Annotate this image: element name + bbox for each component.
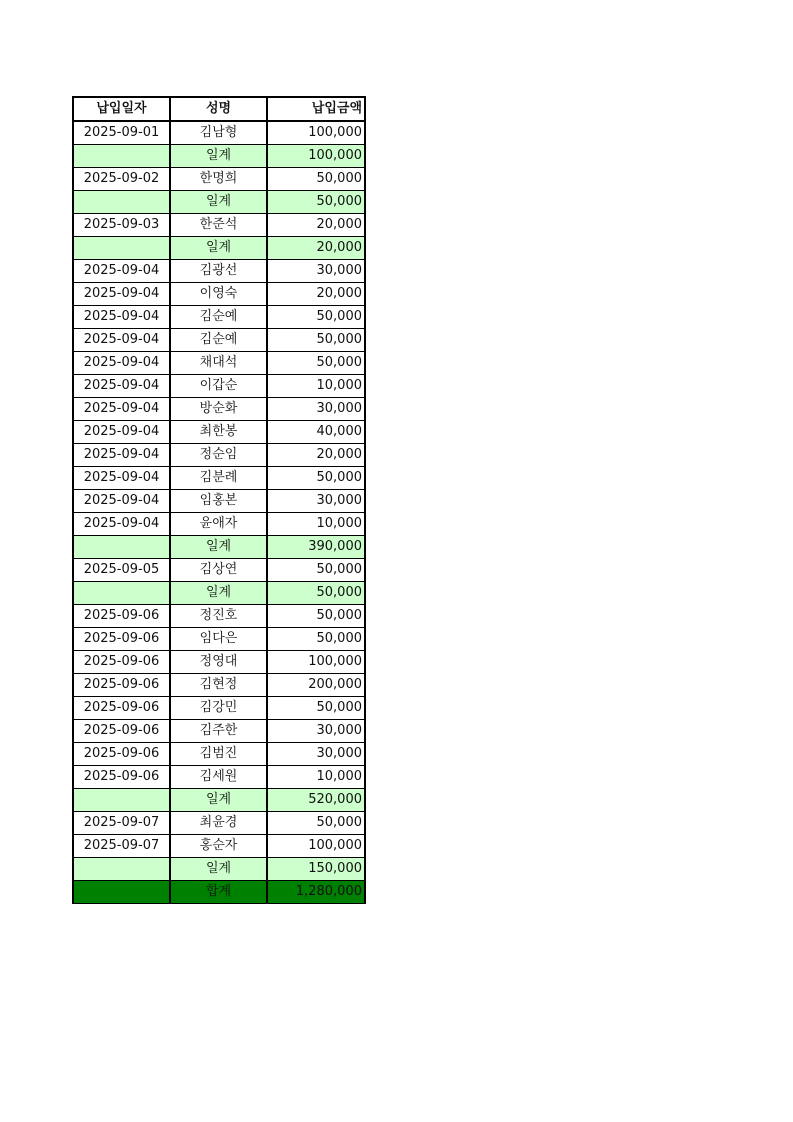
date-cell: 2025-09-04 (73, 352, 170, 375)
date-cell: 2025-09-03 (73, 214, 170, 237)
date-cell (73, 858, 170, 881)
subtotal-label: 일계 (170, 237, 267, 260)
subtotal-row (73, 536, 365, 559)
date-cell: 2025-09-06 (73, 743, 170, 766)
subtotal-row (73, 145, 365, 168)
date-cell: 2025-09-04 (73, 444, 170, 467)
date-cell: 2025-09-06 (73, 651, 170, 674)
subtotal-label: 일계 (170, 582, 267, 605)
subtotal-amount: 100,000 (267, 145, 365, 168)
subtotal-row (73, 582, 365, 605)
date-cell (73, 789, 170, 812)
date-cell: 2025-09-05 (73, 559, 170, 582)
date-cell: 2025-09-04 (73, 467, 170, 490)
name-cell: 이영숙 (170, 283, 267, 306)
name-cell: 채대석 (170, 352, 267, 375)
name-cell: 임홍본 (170, 490, 267, 513)
subtotal-amount: 390,000 (267, 536, 365, 559)
name-cell: 김남형 (170, 121, 267, 145)
date-cell: 2025-09-06 (73, 628, 170, 651)
header-date: 납입일자 (73, 97, 170, 121)
table-row (73, 329, 365, 352)
amount-cell: 50,000 (267, 467, 365, 490)
name-cell: 최윤경 (170, 812, 267, 835)
amount-cell: 10,000 (267, 513, 365, 536)
table-row (73, 260, 365, 283)
amount-cell: 100,000 (267, 835, 365, 858)
table-row (73, 490, 365, 513)
amount-cell: 100,000 (267, 651, 365, 674)
subtotal-row (73, 858, 365, 881)
table-row (73, 605, 365, 628)
table-row (73, 812, 365, 835)
name-cell: 김순예 (170, 306, 267, 329)
subtotal-row (73, 191, 365, 214)
amount-cell: 20,000 (267, 283, 365, 306)
subtotal-label: 일계 (170, 536, 267, 559)
amount-cell: 50,000 (267, 697, 365, 720)
name-cell: 김세원 (170, 766, 267, 789)
subtotal-amount: 50,000 (267, 191, 365, 214)
name-cell: 한명희 (170, 168, 267, 191)
subtotal-label: 일계 (170, 145, 267, 168)
name-cell: 정순임 (170, 444, 267, 467)
subtotal-amount: 20,000 (267, 237, 365, 260)
table-row (73, 421, 365, 444)
amount-cell: 200,000 (267, 674, 365, 697)
name-cell: 김상연 (170, 559, 267, 582)
name-cell: 임다은 (170, 628, 267, 651)
name-cell: 김범진 (170, 743, 267, 766)
name-cell: 정영대 (170, 651, 267, 674)
subtotal-label: 일계 (170, 789, 267, 812)
amount-cell: 50,000 (267, 168, 365, 191)
amount-cell: 20,000 (267, 444, 365, 467)
table-row (73, 743, 365, 766)
table-body (73, 121, 365, 904)
subtotal-amount: 150,000 (267, 858, 365, 881)
amount-cell: 40,000 (267, 421, 365, 444)
date-cell: 2025-09-06 (73, 674, 170, 697)
date-cell: 2025-09-04 (73, 283, 170, 306)
name-cell: 방순화 (170, 398, 267, 421)
table-row (73, 283, 365, 306)
header-name: 성명 (170, 97, 267, 121)
date-cell: 2025-09-06 (73, 697, 170, 720)
table-row (73, 697, 365, 720)
amount-cell: 10,000 (267, 375, 365, 398)
table-row (73, 651, 365, 674)
amount-cell: 30,000 (267, 720, 365, 743)
table-row (73, 352, 365, 375)
date-cell (73, 536, 170, 559)
amount-cell: 30,000 (267, 260, 365, 283)
date-cell (73, 145, 170, 168)
date-cell: 2025-09-07 (73, 835, 170, 858)
date-cell (73, 237, 170, 260)
name-cell: 윤애자 (170, 513, 267, 536)
subtotal-label: 일계 (170, 858, 267, 881)
date-cell: 2025-09-06 (73, 720, 170, 743)
date-cell: 2025-09-04 (73, 306, 170, 329)
name-cell: 김강민 (170, 697, 267, 720)
amount-cell: 100,000 (267, 121, 365, 145)
date-cell: 2025-09-06 (73, 605, 170, 628)
header-amount: 납입금액 (267, 97, 365, 121)
date-cell: 2025-09-04 (73, 398, 170, 421)
table-row (73, 674, 365, 697)
date-cell (73, 191, 170, 214)
date-cell: 2025-09-01 (73, 121, 170, 145)
date-cell: 2025-09-07 (73, 812, 170, 835)
table-row (73, 835, 365, 858)
name-cell: 김현정 (170, 674, 267, 697)
date-cell: 2025-09-02 (73, 168, 170, 191)
table-row (73, 720, 365, 743)
subtotal-label: 일계 (170, 191, 267, 214)
header-row (73, 97, 365, 121)
table-row (73, 513, 365, 536)
date-cell: 2025-09-06 (73, 766, 170, 789)
date-cell: 2025-09-04 (73, 421, 170, 444)
name-cell: 한준석 (170, 214, 267, 237)
amount-cell: 50,000 (267, 559, 365, 582)
name-cell: 정진호 (170, 605, 267, 628)
amount-cell: 50,000 (267, 352, 365, 375)
date-cell (73, 582, 170, 605)
date-cell: 2025-09-04 (73, 329, 170, 352)
table-row (73, 766, 365, 789)
name-cell: 김순예 (170, 329, 267, 352)
name-cell: 홍순자 (170, 835, 267, 858)
table-row (73, 306, 365, 329)
subtotal-row (73, 237, 365, 260)
amount-cell: 30,000 (267, 490, 365, 513)
grandtotal-amount: 1,280,000 (267, 881, 365, 904)
date-cell (73, 881, 170, 904)
table-row (73, 444, 365, 467)
date-cell: 2025-09-04 (73, 490, 170, 513)
table-row (73, 121, 365, 145)
subtotal-amount: 50,000 (267, 582, 365, 605)
name-cell: 김주한 (170, 720, 267, 743)
amount-cell: 50,000 (267, 306, 365, 329)
table-row (73, 214, 365, 237)
amount-cell: 50,000 (267, 628, 365, 651)
name-cell: 김광선 (170, 260, 267, 283)
table-row (73, 398, 365, 421)
amount-cell: 50,000 (267, 605, 365, 628)
amount-cell: 50,000 (267, 329, 365, 352)
table-row (73, 628, 365, 651)
payment-table (72, 96, 366, 904)
table-row (73, 559, 365, 582)
amount-cell: 30,000 (267, 398, 365, 421)
subtotal-row (73, 789, 365, 812)
amount-cell: 10,000 (267, 766, 365, 789)
name-cell: 최한봉 (170, 421, 267, 444)
grandtotal-label: 합계 (170, 881, 267, 904)
amount-cell: 30,000 (267, 743, 365, 766)
name-cell: 이갑순 (170, 375, 267, 398)
table-row (73, 168, 365, 191)
subtotal-amount: 520,000 (267, 789, 365, 812)
name-cell: 김분례 (170, 467, 267, 490)
amount-cell: 20,000 (267, 214, 365, 237)
amount-cell: 50,000 (267, 812, 365, 835)
date-cell: 2025-09-04 (73, 375, 170, 398)
date-cell: 2025-09-04 (73, 513, 170, 536)
table-row (73, 375, 365, 398)
grandtotal-row (73, 881, 365, 904)
table-row (73, 467, 365, 490)
date-cell: 2025-09-04 (73, 260, 170, 283)
